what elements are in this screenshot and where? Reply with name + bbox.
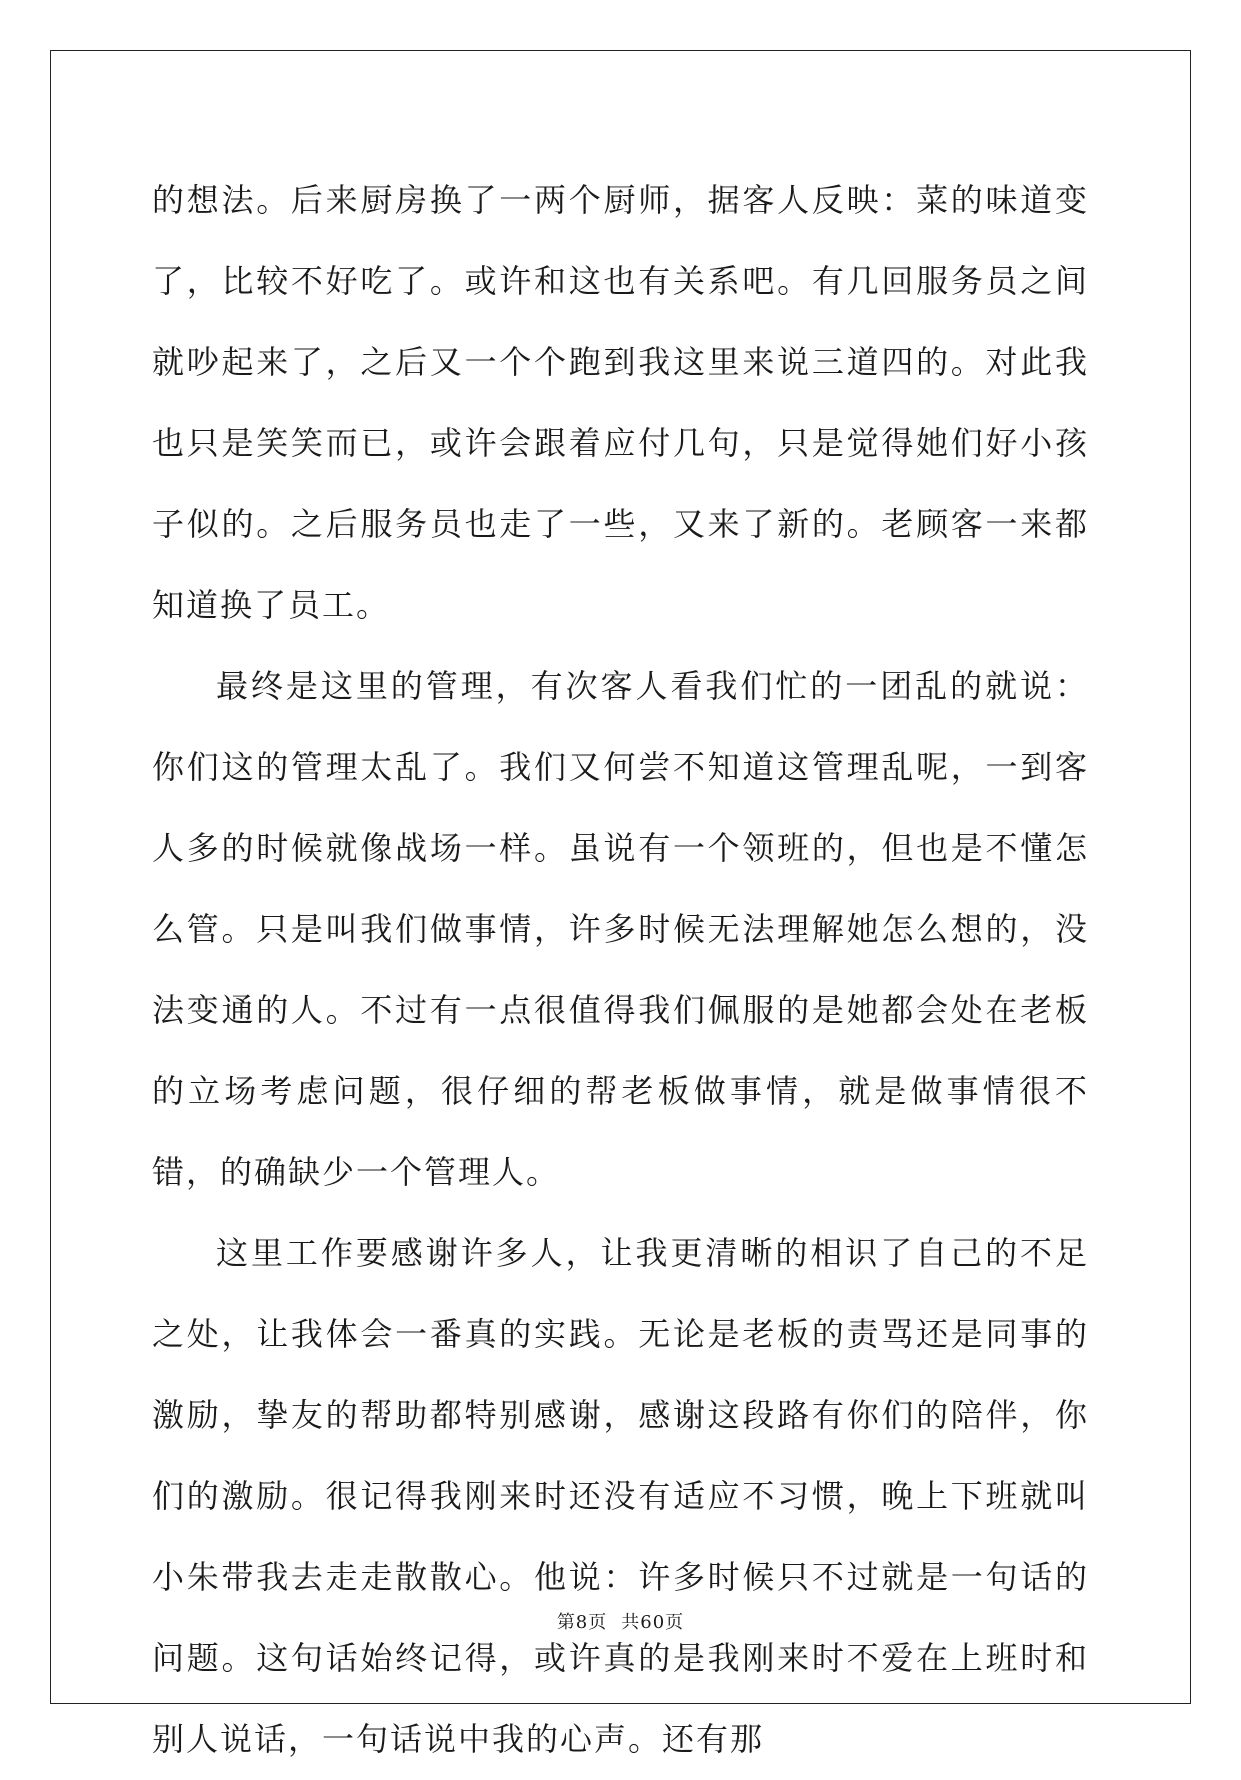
paragraph-2: 最终是这里的管理，有次客人看我们忙的一团乱的就说：你们这的管理太乱了。我们又何尝不知道这管理乱呢，一到客人多的时候就像战场一样。虽说有一个领班的，但也是不懂怎么管。只是叫我们做事情，许多时候无法理解她怎么想的，没法变通的人。不过有一点很值得我们佩服的是她都会处在老板的立场考虑问题，很仔细的帮老板做事情，就是做事情很不错，的确缺少一个管理人。 [152,667,1089,1191]
document-body [152,160,1089,1780]
paragraph-1: 的想法。后来厨房换了一两个厨师，据客人反映：菜的味道变了，比较不好吃了。或许和这也有关系吧。有几回服务员之间就吵起来了，之后又一个个跑到我这里来说三道四的。对此我也只是笑笑而已，或许会跟着应付几句，只是觉得她们好小孩子似的。之后服务员也走了一些，又来了新的。老顾客一来都知道换了员工。 [152,181,1089,624]
page-number: 第8页 [556,1612,608,1633]
page-footer [0,1611,1241,1635]
page-total: 共60页 [621,1612,685,1633]
paragraph-3: 这里工作要感谢许多人，让我更清晰的相识了自己的不足之处，让我体会一番真的实践。无论是老板的责骂还是同事的激励，挚友的帮助都特别感谢，感谢这段路有你们的陪伴，你们的激励。很记得我刚来时还没有适应不习惯，晚上下班就叫小朱带我去走走散散心。他说：许多时候只不过就是一句话的问题。这句话始终记得，或许真的是我刚来时不爱在上班时和别人说话，一句话说中我的心声。还有那 [152,1234,1089,1758]
